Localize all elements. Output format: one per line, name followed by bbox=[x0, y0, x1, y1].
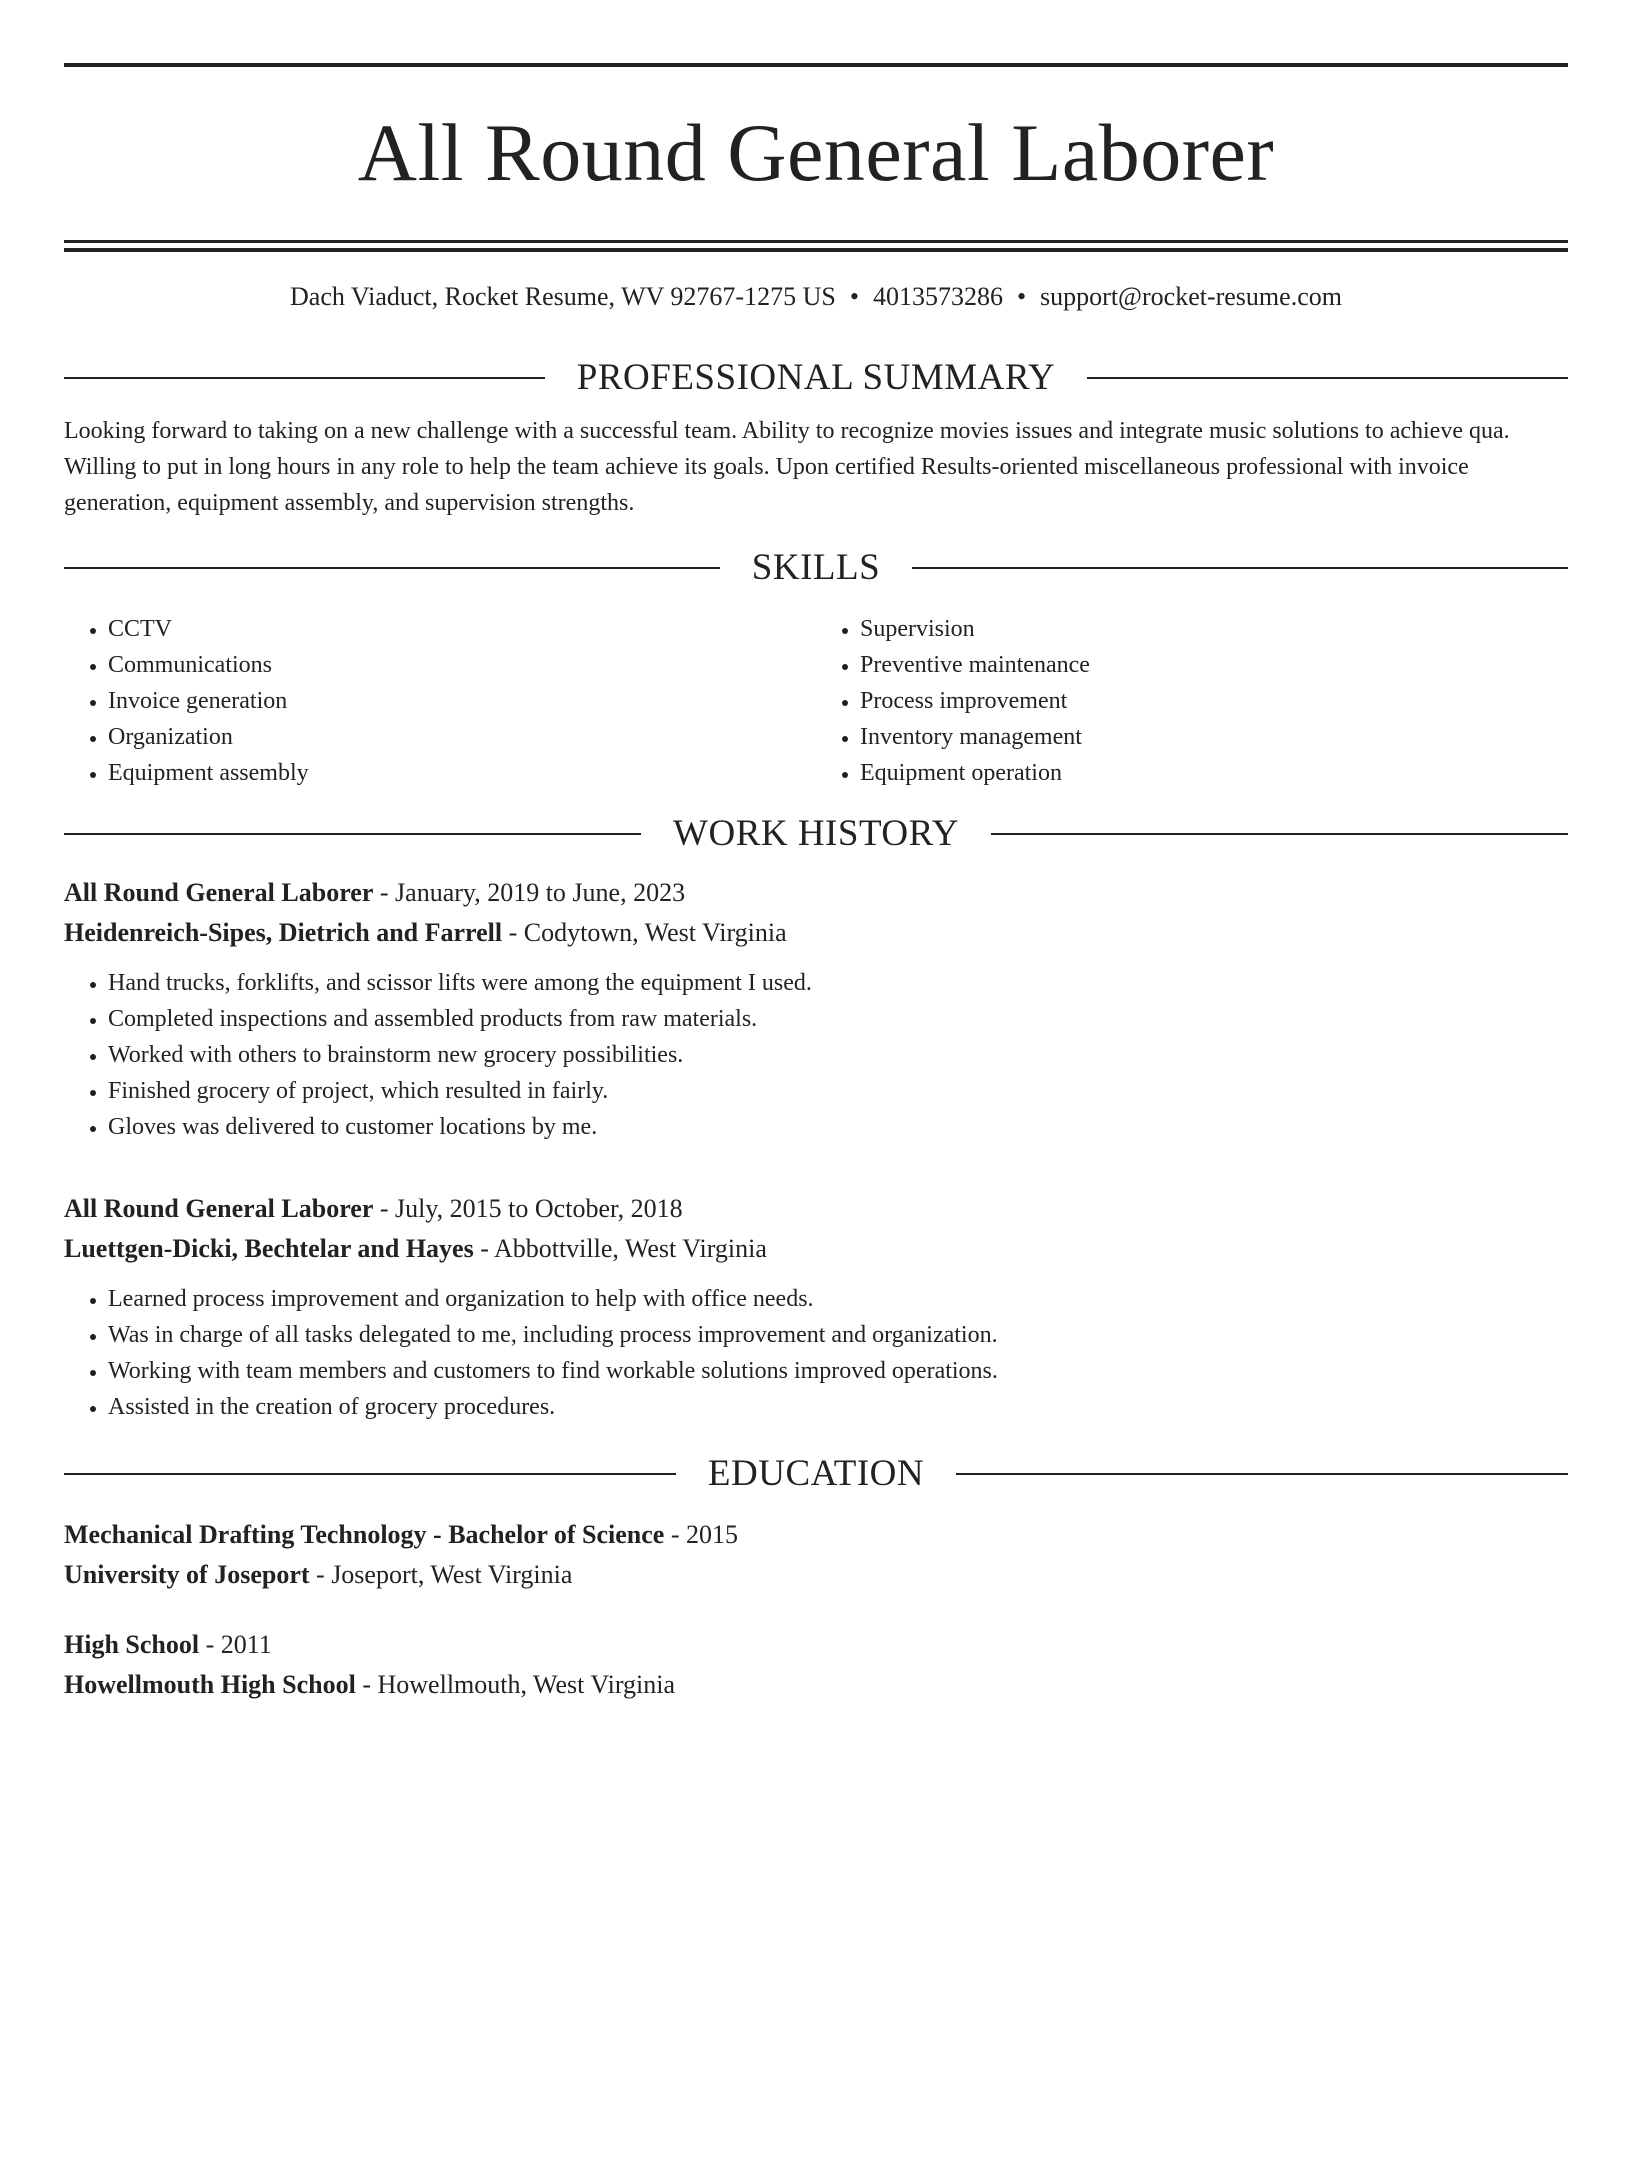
education-school: University of Joseport bbox=[64, 1560, 310, 1589]
job-bullet: • Hand trucks, forklifts, and scissor lifts were among the equipment I used. bbox=[108, 965, 1568, 1001]
resume-name: All Round General Laborer bbox=[357, 107, 1275, 198]
heading-rule bbox=[1087, 377, 1568, 379]
heading-rule bbox=[64, 567, 720, 569]
skills-column-right bbox=[816, 611, 1568, 791]
skill-item: • Supervision bbox=[860, 611, 1568, 647]
education-degree: High School bbox=[64, 1630, 200, 1659]
education-degree-line bbox=[64, 1515, 1568, 1555]
dash: - bbox=[664, 1520, 687, 1549]
job-company-line bbox=[64, 913, 1568, 953]
dash: - bbox=[199, 1630, 221, 1659]
section-title: SKILLS bbox=[751, 547, 881, 588]
section-heading-skills bbox=[64, 545, 1568, 591]
job-dates: July, 2015 to October, 2018 bbox=[395, 1194, 683, 1223]
skills-list bbox=[64, 611, 1568, 791]
heading-rule bbox=[912, 567, 1568, 569]
job-company: Heidenreich-Sipes, Dietrich and Farrell bbox=[64, 918, 503, 947]
education-year: 2015 bbox=[686, 1520, 739, 1549]
top-rule bbox=[64, 63, 1568, 67]
heading-rule bbox=[64, 1473, 676, 1475]
section-heading-education bbox=[64, 1451, 1568, 1497]
heading-rule bbox=[64, 377, 545, 379]
job-title: All Round General Laborer bbox=[64, 878, 374, 907]
education-entry bbox=[64, 1515, 1568, 1595]
heading-rule bbox=[991, 833, 1568, 835]
job-location: Codytown, West Virginia bbox=[523, 918, 787, 947]
education-year: 2011 bbox=[220, 1630, 272, 1659]
skill-item: • Inventory management bbox=[860, 719, 1568, 755]
heading-rule bbox=[956, 1473, 1568, 1475]
skill-item: • Organization bbox=[108, 719, 816, 755]
skill-item: • Process improvement bbox=[860, 683, 1568, 719]
job-bullet: • Gloves was delivered to customer locations by me. bbox=[108, 1109, 1568, 1145]
job-company-line bbox=[64, 1229, 1568, 1269]
skill-item: • Communications bbox=[108, 647, 816, 683]
job-bullets bbox=[64, 1281, 1568, 1425]
job-title-line bbox=[64, 873, 1568, 913]
section-heading-work bbox=[64, 811, 1568, 857]
dash: - bbox=[373, 1194, 396, 1223]
education-school-line bbox=[64, 1665, 1568, 1705]
job-bullet: • Completed inspections and assembled products from raw materials. bbox=[108, 1001, 1568, 1037]
section-title: WORK HISTORY bbox=[673, 813, 959, 854]
summary-text: Looking forward to taking on a new challenge with a successful team. Ability to recognize movies issues and integrate music solutions to achieve qua. Willing to put in long hours in any role to help the team achieve its goals. Upon certified Results-oriented miscellaneous professional with invoice generation, equipment assembly, and supervision strengths. bbox=[64, 418, 1510, 516]
dash: - bbox=[309, 1560, 332, 1589]
education-location: Howellmouth, West Virginia bbox=[377, 1670, 676, 1699]
skill-item: • Equipment operation bbox=[860, 755, 1568, 791]
education-degree-line bbox=[64, 1625, 1568, 1665]
contact-phone: 4013573286 bbox=[872, 282, 1003, 311]
dash: - bbox=[355, 1670, 378, 1699]
dash: - bbox=[473, 1234, 494, 1263]
heading-rule bbox=[64, 833, 641, 835]
section-heading-summary bbox=[64, 355, 1568, 401]
job-entry bbox=[64, 1189, 1568, 1425]
job-bullet: • Finished grocery of project, which resulted in fairly. bbox=[108, 1073, 1568, 1109]
education-school-line bbox=[64, 1555, 1568, 1595]
job-bullet: • Learned process improvement and organization to help with office needs. bbox=[108, 1281, 1568, 1317]
contact-address: Dach Viaduct, Rocket Resume, WV 92767-1275 US bbox=[290, 282, 836, 311]
job-title: All Round General Laborer bbox=[64, 1194, 374, 1223]
job-dates: January, 2019 to June, 2023 bbox=[395, 878, 686, 907]
skill-item: • Invoice generation bbox=[108, 683, 816, 719]
skill-item: • Equipment assembly bbox=[108, 755, 816, 791]
contact-email: support@rocket-resume.com bbox=[1040, 282, 1342, 311]
education-degree: Mechanical Drafting Technology - Bachelor of Science bbox=[64, 1520, 665, 1549]
skill-item: • CCTV bbox=[108, 611, 816, 647]
job-location: Abbottville, West Virginia bbox=[493, 1234, 767, 1263]
job-bullet: • Assisted in the creation of grocery procedures. bbox=[108, 1389, 1568, 1425]
education-school: Howellmouth High School bbox=[64, 1670, 356, 1699]
contact-line bbox=[64, 279, 1568, 315]
job-bullet: • Working with team members and customers to find workable solutions improved operations. bbox=[108, 1353, 1568, 1389]
contact-separator: • bbox=[1016, 282, 1027, 311]
education-entry bbox=[64, 1625, 1568, 1705]
skills-column-left bbox=[64, 611, 816, 791]
job-bullet: • Worked with others to brainstorm new grocery possibilities. bbox=[108, 1037, 1568, 1073]
section-title: PROFESSIONAL SUMMARY bbox=[576, 357, 1056, 398]
education-location: Joseport, West Virginia bbox=[331, 1560, 573, 1589]
double-rule bbox=[64, 240, 1568, 252]
resume-page bbox=[0, 63, 1632, 2175]
job-company: Luettgen-Dicki, Bechtelar and Hayes bbox=[64, 1234, 474, 1263]
job-title-line bbox=[64, 1189, 1568, 1229]
contact-separator: • bbox=[849, 282, 859, 311]
skill-item: • Preventive maintenance bbox=[860, 647, 1568, 683]
dash: - bbox=[502, 918, 524, 947]
job-bullets bbox=[64, 965, 1568, 1145]
dash: - bbox=[373, 878, 396, 907]
job-bullet: • Was in charge of all tasks delegated to me, including process improvement and organization. bbox=[108, 1317, 1568, 1353]
job-entry bbox=[64, 873, 1568, 1145]
section-title: EDUCATION bbox=[707, 1453, 925, 1494]
